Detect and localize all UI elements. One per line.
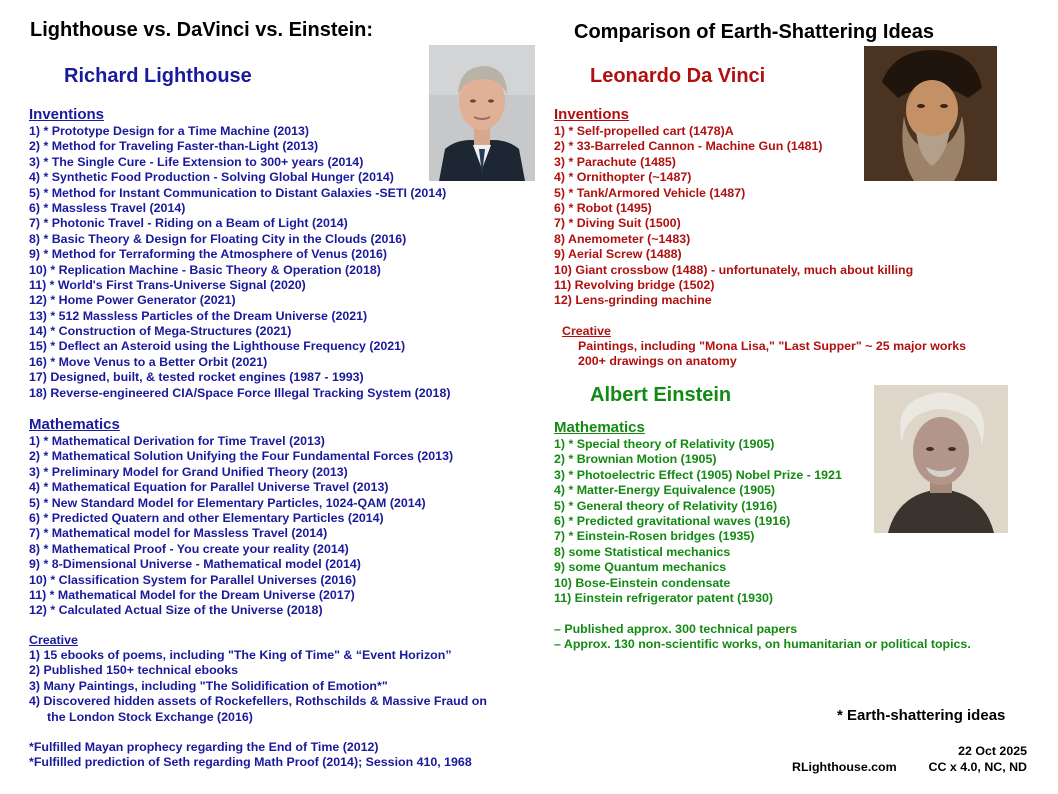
list-item: 12) Lens-grinding machine [554, 293, 712, 308]
list-item: 15) * Deflect an Asteroid using the Lighthouse Frequency (2021) [29, 339, 406, 354]
list-item: 200+ drawings on anatomy [578, 354, 737, 369]
davinci-name: Leonardo Da Vinci [590, 65, 766, 87]
legend-note: * Earth-shattering ideas [837, 707, 1006, 724]
davinci-inventions-heading: Inventions [554, 106, 630, 123]
list-item: 8) * Mathematical Proof - You create your reality (2014) [29, 541, 349, 556]
list-item: – Approx. 130 non-scientific works, on humanitarian or political topics. [554, 637, 971, 652]
list-item: 1) 15 ebooks of poems, including "The King of Time" & “Event Horizon” [29, 648, 452, 662]
list-item: 10) * Replication Machine - Basic Theory & Operation (2018) [29, 262, 381, 277]
list-item: 7) * Einstein-Rosen bridges (1935) [554, 529, 755, 544]
lighthouse-inventions-heading: Inventions [29, 106, 105, 123]
list-item: 3) Many Paintings, including "The Solidification of Emotion*" [29, 678, 388, 693]
list-item: 14) * Construction of Mega-Structures (2021) [29, 324, 292, 339]
einstein-math-list [554, 437, 842, 606]
list-item: 8) some Statistical mechanics [554, 544, 731, 559]
list-item: 11) Einstein refrigerator patent (1930) [554, 590, 773, 605]
davinci-inventions-list [554, 124, 913, 309]
footer-site: RLighthouse.com [792, 760, 897, 774]
list-item: 7) * Mathematical model for Massless Travel (2014) [29, 526, 328, 541]
lighthouse-inventions-list [29, 124, 450, 401]
list-item: 4) * Mathematical Equation for Parallel Universe Travel (2013) [29, 480, 389, 495]
list-item: 4) * Synthetic Food Production - Solving Global Hunger (2014) [29, 170, 394, 185]
list-item: 8) Anemometer (~1483) [554, 231, 691, 246]
footer-date: 22 Oct 2025 [958, 744, 1027, 758]
list-item: Paintings, including "Mona Lisa," "Last Supper" ~ 25 major works [578, 339, 967, 353]
einstein-math-heading: Mathematics [554, 419, 645, 436]
list-item: 2) * 33-Barreled Cannon - Machine Gun (1481) [554, 139, 823, 154]
list-item: 12) * Home Power Generator (2021) [29, 293, 236, 308]
list-item: 9) Aerial Screw (1488) [554, 247, 682, 262]
list-item: 13) * 512 Massless Particles of the Dream Universe (2021) [29, 308, 368, 323]
list-item: 6) * Massless Travel (2014) [29, 200, 186, 215]
list-item: 9) * Method for Terraforming the Atmosphere of Venus (2016) [29, 247, 388, 262]
list-item: 7) * Diving Suit (1500) [554, 216, 681, 231]
page-title-left: Lighthouse vs. DaVinci vs. Einstein: [30, 19, 374, 41]
list-item: 5) * New Standard Model for Elementary Particles, 1024-QAM (2014) [29, 495, 426, 510]
list-item: 2) * Mathematical Solution Unifying the Four Fundamental Forces (2013) [29, 449, 454, 464]
list-item: 2) * Brownian Motion (1905) [554, 452, 717, 467]
list-item: 17) Designed, built, & tested rocket engines (1987 - 1993) [29, 370, 364, 385]
list-item: 9) some Quantum mechanics [554, 560, 727, 575]
footer-license: CC x 4.0, NC, ND [928, 760, 1027, 774]
list-item: 5) * General theory of Relativity (1916) [554, 498, 778, 513]
list-item: 1) * Special theory of Relativity (1905) [554, 437, 775, 451]
list-item: 12) * Calculated Actual Size of the Universe (2018) [29, 603, 323, 618]
list-item: 2) Published 150+ technical ebooks [29, 663, 238, 678]
lighthouse-math-list [29, 434, 453, 619]
list-item: 6) * Predicted Quatern and other Elementary Particles (2014) [29, 510, 384, 525]
list-item: 6) * Robot (1495) [554, 200, 652, 215]
list-item: 8) * Basic Theory & Design for Floating City in the Clouds (2016) [29, 231, 407, 246]
list-item: 1) * Prototype Design for a Time Machine (2013) [29, 124, 310, 138]
list-item: 10) Bose-Einstein condensate [554, 575, 731, 590]
lighthouse-creative-list [29, 648, 487, 725]
list-item: 10) * Classification System for Parallel Universes (2016) [29, 572, 357, 587]
list-item-continued: the London Stock Exchange (2016) [47, 709, 253, 724]
list-item: 18) Reverse-engineered CIA/Space Force Illegal Tracking System (2018) [29, 385, 451, 400]
list-item: 3) * The Single Cure - Life Extension to 300+ years (2014) [29, 154, 364, 169]
lighthouse-math-heading: Mathematics [29, 416, 120, 433]
davinci-creative-list [578, 339, 966, 370]
davinci-creative-heading: Creative [562, 324, 611, 338]
list-item: 11) Revolving bridge (1502) [554, 277, 715, 292]
list-item: 5) * Method for Instant Communication to Distant Galaxies -SETI (2014) [29, 185, 447, 200]
list-item: 2) * Method for Traveling Faster-than-Light (2013) [29, 139, 319, 154]
lighthouse-name: Richard Lighthouse [64, 65, 252, 87]
einstein-name: Albert Einstein [590, 384, 732, 406]
list-item: 7) * Photonic Travel - Riding on a Beam of Light (2014) [29, 216, 348, 231]
list-item: 6) * Predicted gravitational waves (1916) [554, 513, 791, 528]
list-item: 5) * Tank/Armored Vehicle (1487) [554, 185, 746, 200]
list-item: 4) Discovered hidden assets of Rockefellers, Rothschilds & Massive Fraud on [29, 694, 487, 709]
list-item: 1) * Self-propelled cart (1478)A [554, 124, 734, 138]
list-item: – Published approx. 300 technical papers [554, 622, 798, 636]
list-item: 4) * Ornithopter (~1487) [554, 170, 692, 185]
list-item: *Fulfilled Mayan prophecy regarding the End of Time (2012) [29, 740, 379, 754]
list-item: 3) * Preliminary Model for Grand Unified Theory (2013) [29, 464, 348, 479]
list-item: 11) * World's First Trans-Universe Signal (2020) [29, 277, 306, 292]
lighthouse-creative-heading: Creative [29, 633, 78, 647]
list-item: 9) * 8-Dimensional Universe - Mathematical model (2014) [29, 557, 361, 572]
einstein-photo [874, 385, 1008, 533]
list-item: 16) * Move Venus to a Better Orbit (2021) [29, 354, 268, 369]
list-item: 4) * Matter-Energy Equivalence (1905) [554, 483, 776, 498]
list-item: 3) * Photoelectric Effect (1905) Nobel Prize - 1921 [554, 467, 842, 482]
page-title-right: Comparison of Earth-Shattering Ideas [574, 21, 935, 43]
list-item: 10) Giant crossbow (1488) - unfortunately, much about killing [554, 262, 914, 277]
list-item: *Fulfilled prediction of Seth regarding Math Proof (2014); Session 410, 1968 [29, 755, 472, 770]
list-item: 11) * Mathematical Model for the Dream Universe (2017) [29, 587, 355, 602]
einstein-notes [554, 622, 971, 653]
list-item: 3) * Parachute (1485) [554, 154, 676, 169]
list-item: 1) * Mathematical Derivation for Time Travel (2013) [29, 434, 325, 448]
lighthouse-fulfilled-list [29, 740, 472, 771]
